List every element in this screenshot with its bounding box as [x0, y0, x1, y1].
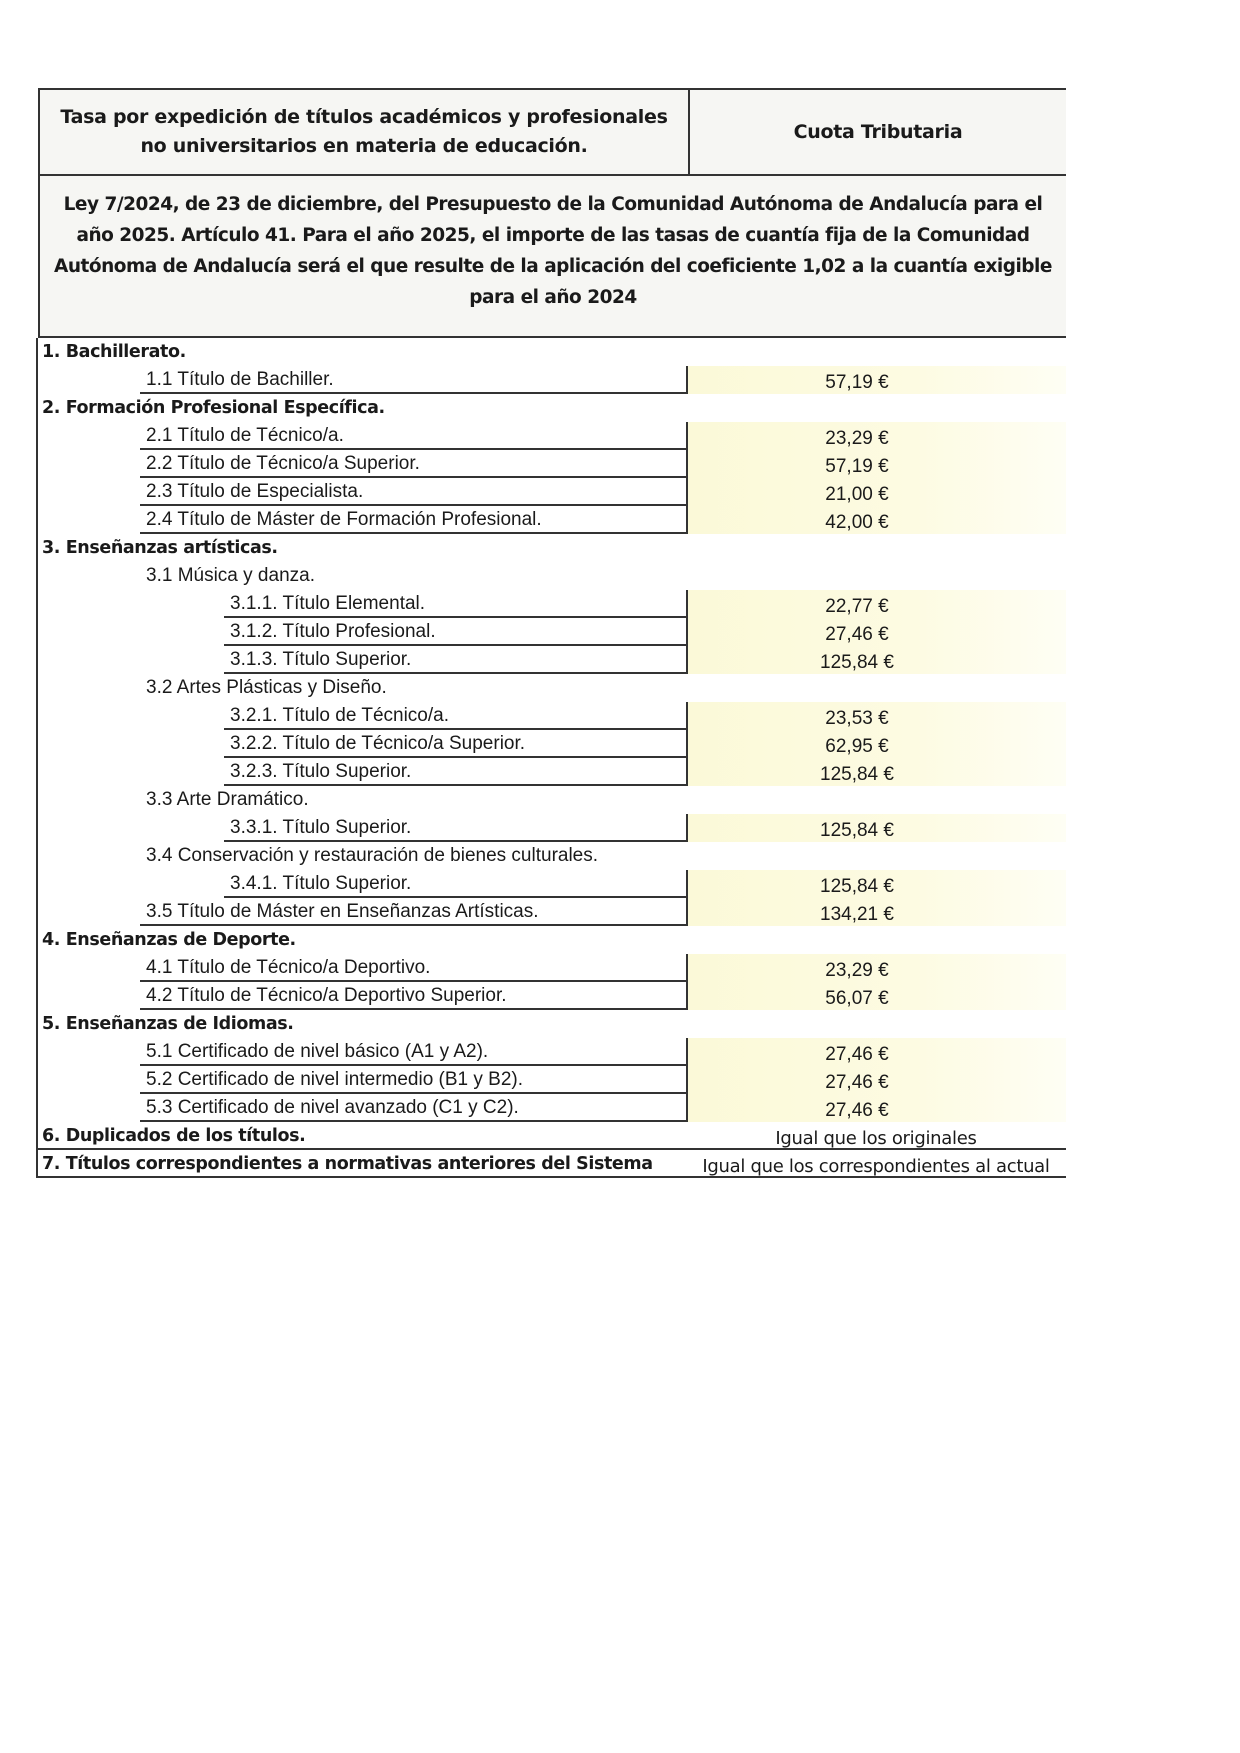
row-label: 3.2.3. Título Superior. — [230, 761, 412, 782]
fee-amount: 23,29 € — [686, 954, 1066, 982]
table-row — [36, 758, 1066, 786]
row-label: 2.1 Título de Técnico/a. — [146, 425, 344, 446]
table-row — [36, 478, 1066, 506]
table-row — [36, 366, 1066, 394]
table-row — [36, 730, 1066, 758]
row-label: 1. Bachillerato. — [42, 342, 186, 362]
table-row — [36, 1038, 1066, 1066]
table-row — [36, 534, 1066, 562]
fee-table — [36, 338, 1066, 1178]
fee-amount: 27,46 € — [686, 1094, 1066, 1122]
row-label: 4. Enseñanzas de Deporte. — [42, 930, 296, 950]
table-row — [36, 898, 1066, 926]
table-row — [36, 590, 1066, 618]
fee-amount: 125,84 € — [686, 814, 1066, 842]
row-label: 5.2 Certificado de nivel intermedio (B1 y B2). — [146, 1069, 524, 1090]
row-label: 4.1 Título de Técnico/a Deportivo. — [146, 957, 431, 978]
row-label: 2.3 Título de Especialista. — [146, 481, 364, 502]
table-row — [36, 450, 1066, 478]
row-label: 5.1 Certificado de nivel básico (A1 y A2). — [146, 1041, 489, 1062]
table-row — [36, 338, 1066, 366]
row-label: 5. Enseñanzas de Idiomas. — [42, 1014, 294, 1034]
fee-amount: 134,21 € — [686, 898, 1066, 926]
row-label: 3. Enseñanzas artísticas. — [42, 538, 278, 558]
fee-amount: 21,00 € — [686, 478, 1066, 506]
table-row — [36, 506, 1066, 534]
row-label: 6. Duplicados de los títulos. — [42, 1126, 306, 1146]
table-row — [36, 982, 1066, 1010]
table-row — [36, 394, 1066, 422]
fee-amount: 42,00 € — [686, 506, 1066, 534]
table-row — [36, 646, 1066, 674]
table-row — [36, 1150, 1066, 1178]
row-label: 3.1.3. Título Superior. — [230, 649, 412, 670]
fee-amount: 56,07 € — [686, 982, 1066, 1010]
table-row — [36, 562, 1066, 590]
row-label: 5.3 Certificado de nivel avanzado (C1 y C2). — [146, 1097, 519, 1118]
table-row — [36, 618, 1066, 646]
fee-amount: 125,84 € — [686, 646, 1066, 674]
table-row — [36, 842, 1066, 870]
table-row — [36, 1122, 1066, 1150]
table-row — [36, 1094, 1066, 1122]
fee-amount: Igual que los correspondientes al actual — [702, 1156, 1050, 1177]
row-label: 3.4.1. Título Superior. — [230, 873, 412, 894]
table-row — [36, 870, 1066, 898]
table-row — [36, 786, 1066, 814]
fee-amount: 27,46 € — [686, 618, 1066, 646]
fee-amount: 125,84 € — [686, 870, 1066, 898]
fee-amount: 62,95 € — [686, 730, 1066, 758]
row-label: 4.2 Título de Técnico/a Deportivo Superior. — [146, 985, 507, 1006]
row-label: 2. Formación Profesional Específica. — [42, 398, 385, 418]
table-row — [36, 814, 1066, 842]
row-label: 3.5 Título de Máster en Enseñanzas Artísticas. — [146, 901, 539, 922]
row-label: 2.4 Título de Máster de Formación Profesional. — [146, 509, 542, 530]
fee-amount: 27,46 € — [686, 1066, 1066, 1094]
fee-amount: 23,29 € — [686, 422, 1066, 450]
row-label: 2.2 Título de Técnico/a Superior. — [146, 453, 420, 474]
row-label: 3.1 Música y danza. — [146, 565, 315, 586]
table-row — [36, 674, 1066, 702]
row-label: 3.4 Conservación y restauración de bienes culturales. — [146, 845, 599, 866]
row-label: 3.3 Arte Dramático. — [146, 789, 309, 810]
row-label: 3.3.1. Título Superior. — [230, 817, 412, 838]
table-row — [36, 702, 1066, 730]
table-row — [36, 1066, 1066, 1094]
table-header — [38, 88, 1066, 176]
row-label: 3.1.1. Título Elemental. — [230, 593, 426, 614]
table-row — [36, 1010, 1066, 1038]
row-label: 7. Títulos correspondientes a normativas anteriores del Sistema — [42, 1154, 653, 1174]
fee-title: Tasa por expedición de títulos académicos y profesionales no universitarios en materia de educación. — [40, 90, 690, 174]
row-label: 3.2.1. Título de Técnico/a. — [230, 705, 449, 726]
row-label: 1.1 Título de Bachiller. — [146, 369, 334, 390]
table-row — [36, 954, 1066, 982]
fee-amount: 57,19 € — [686, 450, 1066, 478]
fee-amount: 27,46 € — [686, 1038, 1066, 1066]
fee-amount: 57,19 € — [686, 366, 1066, 394]
column-header-cuota: Cuota Tributaria — [793, 121, 963, 143]
fee-amount: Igual que los originales — [775, 1128, 977, 1149]
fee-amount: 22,77 € — [686, 590, 1066, 618]
table-row — [36, 926, 1066, 954]
law-reference-text: Ley 7/2024, de 23 de diciembre, del Presupuesto de la Comunidad Autónoma de Andalucía para el año 2025. Artículo 41. Para el año 2025, el importe de las tasas de cuantía fija de la Comunidad Autónoma de Andalucía será el que resulte de la aplicación del coeficiente 1,02 a la cuantía exigible para el año 2024 — [38, 176, 1066, 338]
row-label: 3.1.2. Título Profesional. — [230, 621, 436, 642]
row-label: 3.2 Artes Plásticas y Diseño. — [146, 677, 387, 698]
table-row — [36, 422, 1066, 450]
row-label: 3.2.2. Título de Técnico/a Superior. — [230, 733, 526, 754]
fee-amount: 23,53 € — [686, 702, 1066, 730]
fee-amount: 125,84 € — [686, 758, 1066, 786]
